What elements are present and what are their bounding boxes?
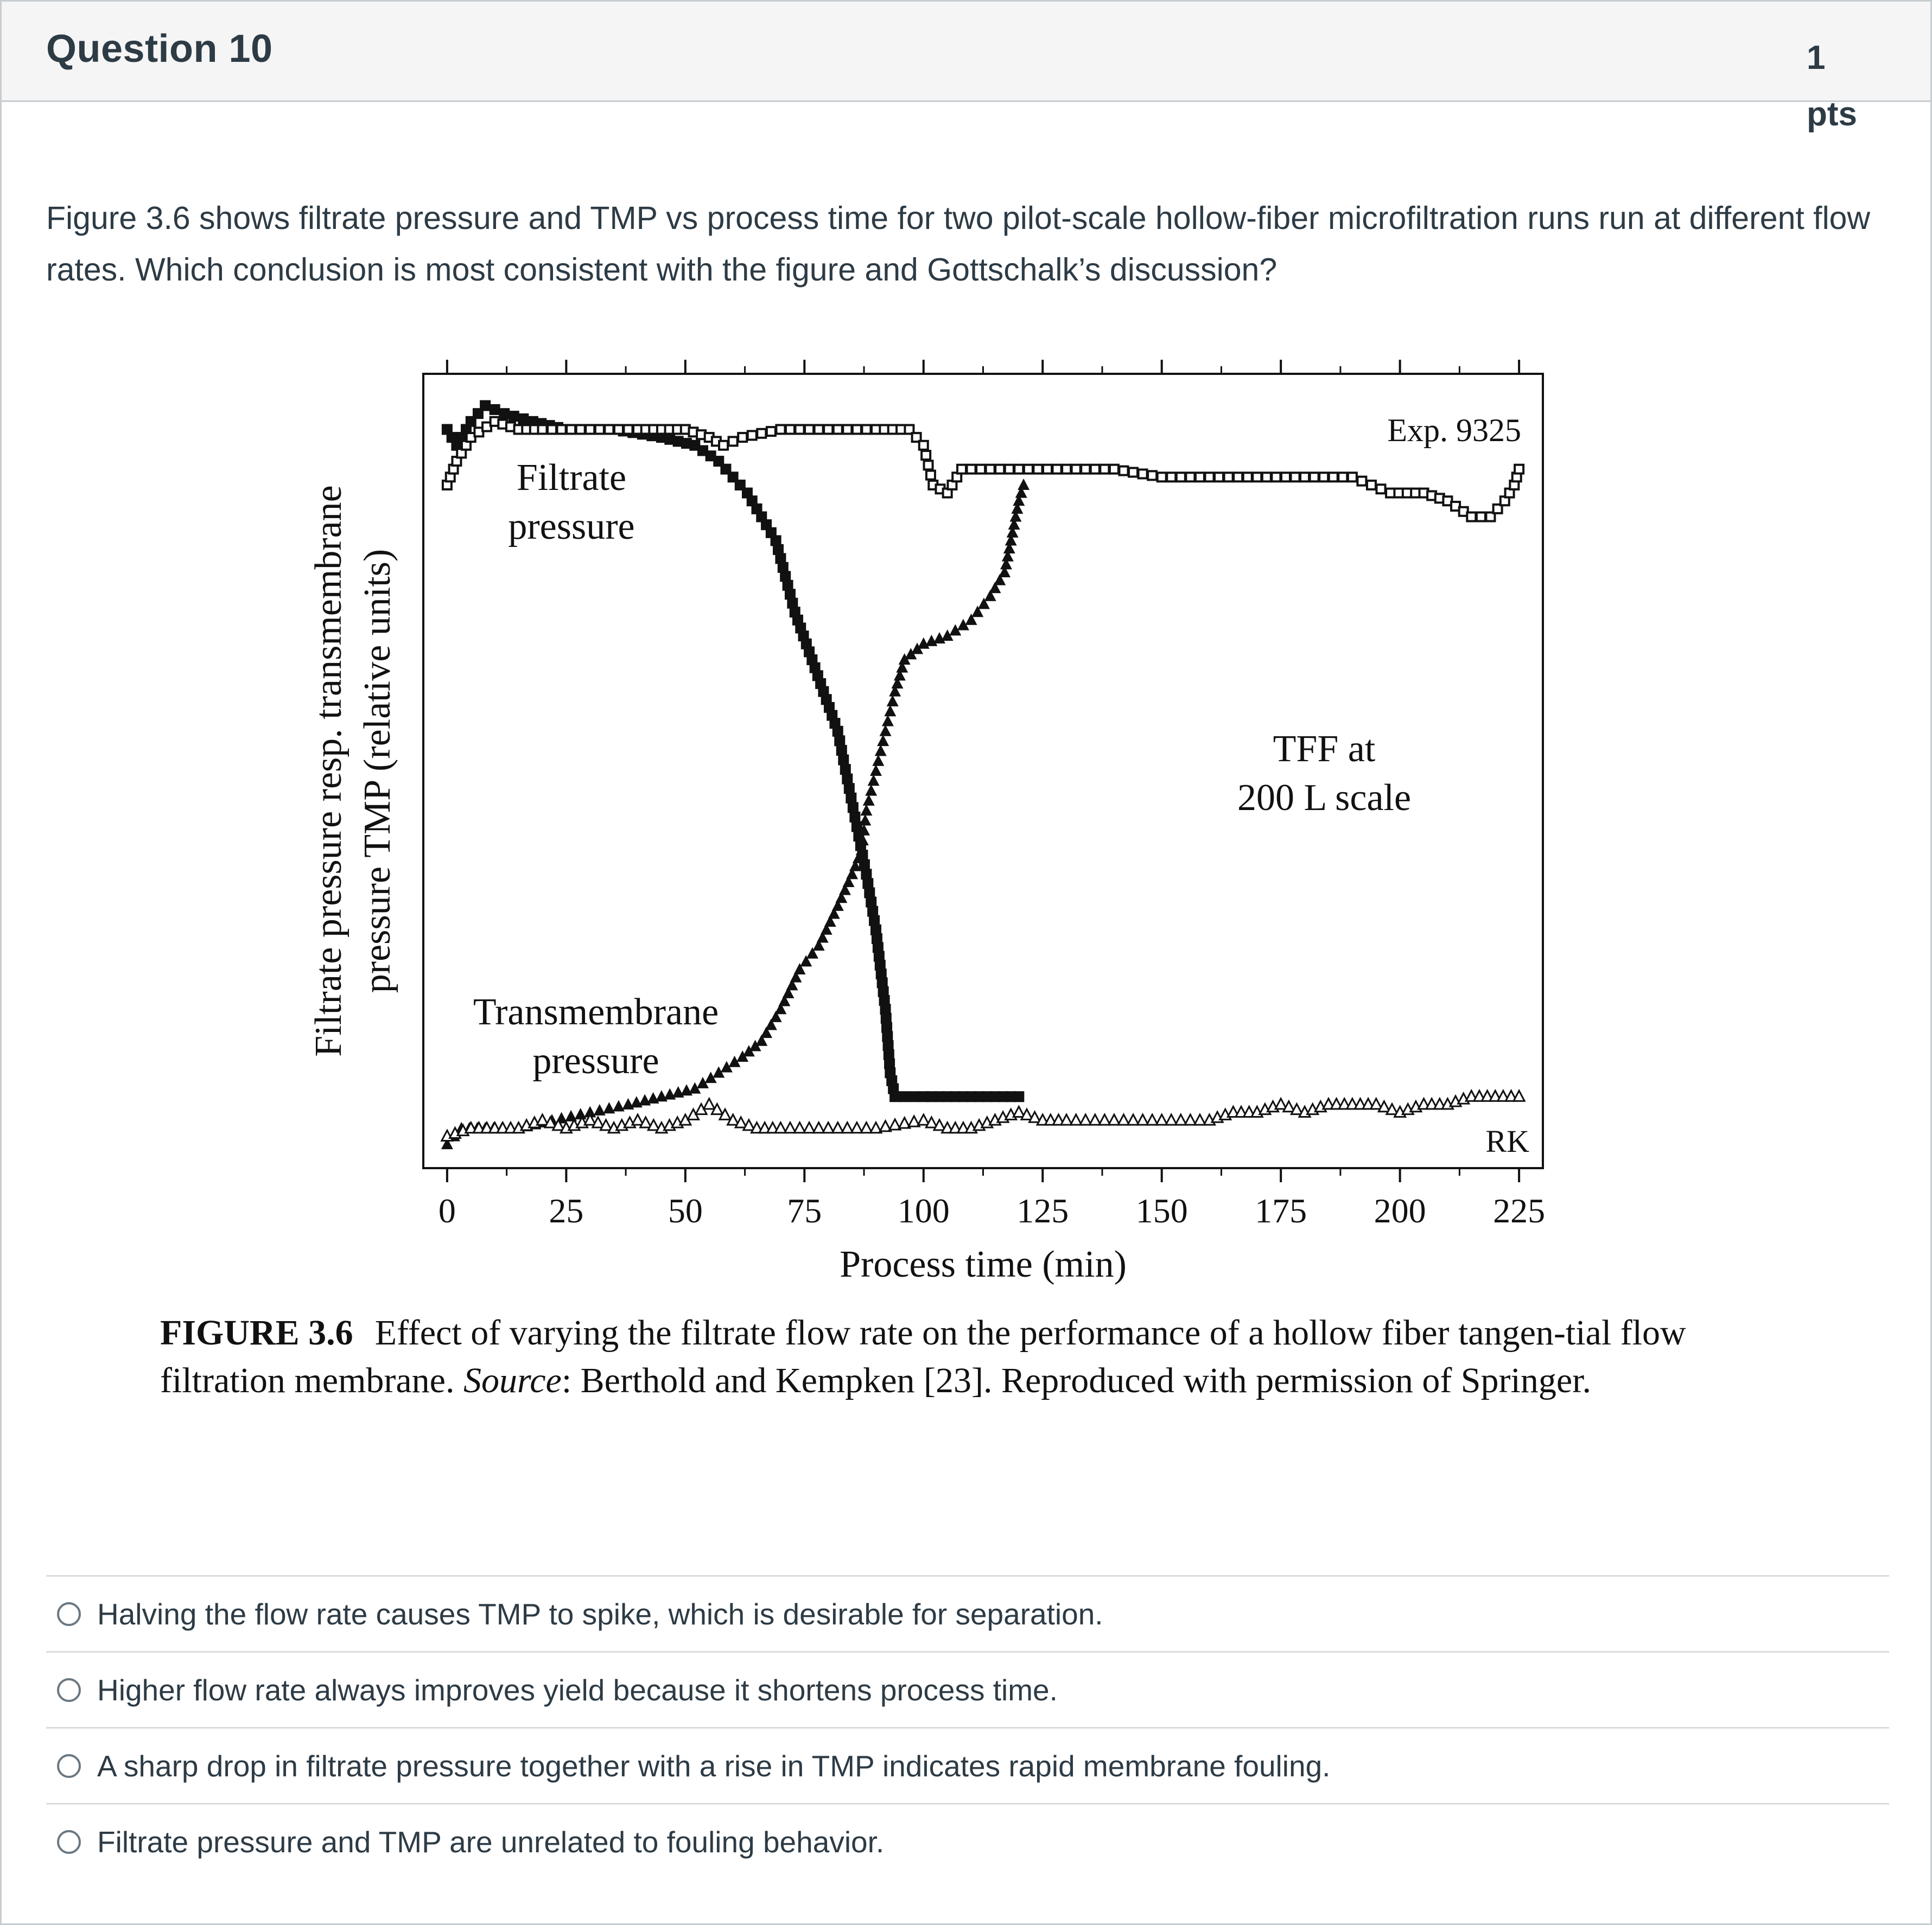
answer-option-1[interactable] (46, 1575, 1889, 1651)
marker-filtrate-run1 (834, 735, 845, 746)
marker-tmp-run1 (594, 1104, 606, 1116)
marker-filtrate-run2 (924, 461, 933, 469)
marker-filtrate-run2 (1348, 473, 1357, 481)
marker-filtrate-run2 (957, 465, 966, 474)
marker-filtrate-run2 (1291, 473, 1300, 481)
marker-filtrate-run1 (848, 802, 859, 813)
figure-caption (160, 1309, 1734, 1405)
chart-svg (154, 354, 1727, 1309)
marker-tmp-run1 (868, 774, 880, 786)
marker-tmp-run1 (882, 715, 894, 726)
marker-tmp-run1 (884, 705, 896, 716)
answer-option-2[interactable] (46, 1651, 1889, 1727)
marker-filtrate-run2 (1224, 473, 1233, 481)
marker-filtrate-run1 (832, 726, 843, 737)
marker-filtrate-run1 (844, 783, 855, 794)
marker-filtrate-run2 (1281, 473, 1290, 481)
x-tick-label: 50 (668, 1191, 703, 1230)
marker-filtrate-run2 (767, 427, 776, 436)
marker-tmp-run1 (875, 744, 887, 756)
x-tick-label: 75 (787, 1191, 822, 1230)
marker-tmp-run2 (1137, 1114, 1148, 1125)
marker-filtrate-run2 (1205, 473, 1213, 481)
marker-filtrate-run2 (1338, 473, 1347, 481)
answer-label[interactable]: Filtrate pressure and TMP are unrelated to fouling behavior. (97, 1825, 885, 1859)
marker-filtrate-run2 (976, 465, 985, 474)
marker-tmp-run1 (872, 755, 884, 766)
marker-tmp-run2 (1166, 1114, 1177, 1125)
marker-filtrate-run1 (889, 1091, 900, 1102)
marker-tmp-run1 (863, 794, 875, 806)
marker-filtrate-run2 (1110, 465, 1118, 474)
marker-filtrate-run2 (1129, 468, 1137, 477)
marker-filtrate-run2 (729, 437, 738, 445)
marker-filtrate-run2 (919, 441, 928, 450)
annotation-filtrate-2: pressure (508, 506, 635, 547)
marker-filtrate-run1 (838, 755, 849, 766)
y-axis-label-line2: pressure TMP (relative units) (357, 549, 398, 993)
marker-tmp-run2 (1514, 1091, 1524, 1101)
marker-filtrate-run2 (586, 425, 594, 434)
marker-filtrate-run2 (926, 471, 935, 480)
marker-tmp-run2 (1109, 1114, 1120, 1125)
marker-filtrate-run1 (849, 812, 860, 823)
marker-filtrate-run2 (1234, 473, 1242, 481)
marker-tmp-run2 (823, 1123, 834, 1133)
marker-filtrate-run1 (1013, 1091, 1024, 1102)
marker-tmp-run2 (832, 1123, 843, 1133)
marker-filtrate-run1 (518, 413, 529, 424)
marker-tmp-run1 (672, 1086, 684, 1098)
marker-filtrate-run2 (576, 425, 585, 434)
marker-filtrate-run2 (824, 425, 832, 434)
caption-text: Effect of varying the filtrate flow rate on the performance of a hollow fiber tangen-tial flow filtration membrane. (160, 1313, 1686, 1400)
marker-filtrate-run2 (1033, 465, 1042, 474)
marker-filtrate-run2 (1377, 485, 1386, 493)
marker-filtrate-run2 (1043, 465, 1052, 474)
marker-tmp-run2 (861, 1123, 872, 1133)
marker-filtrate-run2 (748, 431, 757, 439)
annotation-tff-2: 200 L scale (1237, 777, 1412, 819)
marker-filtrate-run2 (1357, 477, 1366, 486)
marker-filtrate-run1 (866, 897, 876, 908)
x-tick-label: 25 (549, 1191, 584, 1230)
marker-filtrate-run2 (1272, 473, 1280, 481)
marker-filtrate-run2 (1177, 473, 1185, 481)
radio-button[interactable] (57, 1754, 81, 1778)
marker-tmp-run2 (1275, 1099, 1286, 1109)
marker-tmp-run1 (880, 725, 892, 736)
marker-tmp-run1 (631, 1096, 643, 1107)
marker-filtrate-run2 (605, 425, 613, 434)
marker-tmp-run1 (622, 1098, 634, 1110)
caption-number: FIGURE 3.6 (160, 1313, 353, 1353)
marker-tmp-run2 (1128, 1114, 1139, 1125)
marker-tmp-run2 (814, 1123, 824, 1133)
marker-tmp-run2 (1013, 1107, 1024, 1117)
marker-filtrate-run2 (1167, 473, 1175, 481)
marker-tmp-run2 (1099, 1114, 1110, 1125)
marker-filtrate-run2 (862, 425, 870, 434)
x-axis-label: Process time (min) (840, 1244, 1127, 1285)
marker-tmp-run2 (1090, 1114, 1101, 1125)
marker-filtrate-run2 (1215, 473, 1223, 481)
marker-tmp-run2 (1147, 1114, 1158, 1125)
marker-filtrate-run1 (490, 404, 500, 415)
marker-filtrate-run2 (1253, 473, 1261, 481)
marker-filtrate-run2 (815, 425, 823, 434)
marker-tmp-run1 (865, 785, 877, 796)
marker-filtrate-run1 (908, 1091, 919, 1102)
marker-filtrate-run2 (1072, 465, 1081, 474)
marker-tmp-run2 (1175, 1114, 1186, 1125)
annotation-exp: Exp. 9325 (1387, 412, 1521, 448)
marker-filtrate-run1 (846, 793, 856, 804)
marker-filtrate-run2 (1100, 465, 1109, 474)
marker-filtrate-run2 (557, 425, 566, 434)
marker-filtrate-run2 (1515, 465, 1523, 474)
marker-tmp-run1 (859, 814, 871, 826)
marker-filtrate-run2 (1062, 465, 1071, 474)
marker-filtrate-run2 (986, 465, 995, 474)
x-tick-label: 150 (1135, 1191, 1188, 1230)
question-text: Figure 3.6 shows filtrate pressure and TMP vs process time for two pilot-scale hollow-fiber microfiltration runs run at different flow rates. Which conclusion is most consistent with the figure and Gottschalk’s discussion? (46, 200, 1871, 288)
marker-filtrate-run1 (509, 411, 519, 422)
marker-filtrate-run2 (1477, 513, 1485, 521)
marker-filtrate-run2 (757, 429, 766, 438)
marker-filtrate-run2 (1319, 473, 1328, 481)
marker-filtrate-run1 (842, 774, 853, 785)
marker-filtrate-run2 (1005, 465, 1014, 474)
marker-filtrate-run2 (1367, 481, 1376, 489)
answer-label[interactable]: Halving the flow rate causes TMP to spike, which is desirable for separation. (97, 1597, 1103, 1631)
marker-filtrate-run2 (1148, 471, 1156, 480)
figure-chart (154, 354, 1727, 1472)
marker-filtrate-run2 (1091, 465, 1100, 474)
marker-tmp-run1 (639, 1094, 651, 1106)
marker-tmp-run1 (647, 1092, 659, 1104)
marker-filtrate-run2 (776, 425, 785, 434)
marker-filtrate-run1 (864, 887, 875, 898)
marker-tmp-run2 (1194, 1114, 1205, 1125)
marker-filtrate-run2 (548, 425, 556, 434)
marker-tmp-run2 (851, 1123, 862, 1133)
caption-source-text: : Berthold and Kempken [23]. Reproduced with permission of Springer. (561, 1361, 1591, 1400)
annotation-tff-1: TFF at (1273, 728, 1376, 770)
marker-tmp-run1 (877, 735, 889, 746)
marker-tmp-run2 (918, 1114, 929, 1125)
x-tick-label: 100 (897, 1191, 950, 1230)
marker-filtrate-run2 (786, 425, 795, 434)
marker-filtrate-run2 (538, 425, 546, 434)
marker-filtrate-run2 (595, 425, 604, 434)
marker-tmp-run2 (1371, 1099, 1382, 1109)
marker-tmp-run1 (575, 1108, 587, 1119)
x-tick-label: 225 (1493, 1191, 1546, 1230)
annotation-tmp-1: Transmembrane (473, 991, 719, 1033)
marker-filtrate-run2 (1158, 473, 1166, 481)
marker-tmp-run2 (1156, 1114, 1167, 1125)
marker-tmp-run2 (1080, 1114, 1091, 1125)
annotation-filtrate-1: Filtrate (516, 457, 627, 499)
marker-filtrate-run2 (719, 441, 728, 450)
marker-filtrate-run2 (1139, 469, 1147, 478)
marker-filtrate-run1 (867, 906, 878, 917)
marker-tmp-run1 (887, 695, 899, 706)
marker-tmp-run1 (664, 1088, 676, 1100)
answer-label[interactable]: A sharp drop in filtrate pressure together with a rise in TMP indicates rapid membrane fouling. (97, 1749, 1331, 1783)
marker-filtrate-run2 (1053, 465, 1062, 474)
answer-list (46, 1575, 1889, 1879)
answer-option-3[interactable] (46, 1727, 1889, 1803)
y-axis-label-line1: Filtrate pressure resp. transmembrane (308, 485, 349, 1057)
marker-filtrate-run2 (805, 425, 814, 434)
marker-filtrate-run2 (1119, 467, 1128, 475)
marker-filtrate-run2 (843, 425, 851, 434)
marker-filtrate-run1 (840, 764, 851, 775)
marker-tmp-run1 (565, 1110, 577, 1121)
x-tick-label: 0 (438, 1191, 456, 1230)
answer-label[interactable]: Higher flow rate always improves yield because it shortens process time. (97, 1673, 1058, 1707)
marker-tmp-run2 (632, 1114, 643, 1125)
marker-filtrate-run2 (567, 425, 575, 434)
marker-tmp-run1 (603, 1102, 615, 1113)
marker-filtrate-run2 (1196, 473, 1204, 481)
marker-filtrate-run1 (869, 915, 880, 926)
marker-filtrate-run1 (480, 400, 491, 411)
marker-tmp-run1 (860, 804, 872, 815)
marker-filtrate-run2 (1014, 465, 1023, 474)
marker-tmp-run2 (804, 1123, 815, 1133)
marker-tmp-run1 (613, 1100, 625, 1112)
marker-filtrate-run1 (499, 408, 510, 419)
marker-filtrate-run1 (862, 878, 873, 889)
marker-filtrate-run2 (1024, 465, 1033, 474)
marker-filtrate-run2 (624, 425, 632, 434)
radio-button[interactable] (57, 1678, 81, 1702)
annotation-tmp-2: pressure (532, 1040, 659, 1082)
marker-filtrate-run2 (853, 425, 861, 434)
marker-filtrate-run2 (1300, 473, 1309, 481)
marker-tmp-run2 (785, 1123, 796, 1133)
marker-tmp-run2 (1185, 1114, 1196, 1125)
marker-tmp-run2 (1118, 1114, 1129, 1125)
answer-option-4[interactable] (46, 1803, 1889, 1879)
marker-tmp-run2 (842, 1123, 853, 1133)
radio-button[interactable] (57, 1830, 81, 1854)
marker-filtrate-run2 (834, 425, 842, 434)
marker-tmp-run1 (681, 1084, 692, 1095)
marker-filtrate-run1 (899, 1091, 910, 1102)
x-tick-label: 175 (1255, 1191, 1307, 1230)
question-points: 1 pts (1807, 39, 1857, 133)
marker-filtrate-run2 (995, 465, 1004, 474)
question-header (2, 2, 1930, 133)
annotation-rk: RK (1485, 1124, 1529, 1159)
marker-tmp-run1 (1018, 479, 1029, 490)
marker-tmp-run2 (1061, 1114, 1072, 1125)
marker-tmp-run2 (1071, 1114, 1082, 1125)
radio-button[interactable] (57, 1602, 81, 1626)
marker-tmp-run2 (537, 1114, 548, 1125)
question-title: Question 10 (46, 27, 273, 71)
marker-filtrate-run2 (796, 425, 804, 434)
marker-filtrate-run2 (1186, 473, 1194, 481)
caption-source-word: Source (463, 1361, 562, 1400)
marker-filtrate-run1 (861, 869, 872, 879)
marker-filtrate-run2 (1467, 513, 1476, 521)
marker-tmp-run1 (870, 764, 882, 776)
marker-filtrate-run2 (1329, 473, 1338, 481)
x-tick-label: 125 (1016, 1191, 1069, 1230)
marker-filtrate-run2 (967, 465, 976, 474)
marker-filtrate-run2 (1243, 473, 1252, 481)
marker-tmp-run2 (704, 1099, 715, 1109)
marker-filtrate-run2 (614, 425, 623, 434)
marker-tmp-run2 (795, 1123, 805, 1133)
marker-tmp-run2 (775, 1123, 786, 1133)
marker-filtrate-run2 (1081, 465, 1090, 474)
marker-filtrate-run2 (738, 433, 747, 442)
marker-filtrate-run2 (921, 451, 930, 460)
marker-filtrate-run1 (836, 745, 847, 756)
marker-tmp-run1 (656, 1090, 668, 1101)
marker-filtrate-run2 (1310, 473, 1319, 481)
x-tick-label: 200 (1374, 1191, 1426, 1230)
marker-filtrate-run2 (1262, 473, 1271, 481)
